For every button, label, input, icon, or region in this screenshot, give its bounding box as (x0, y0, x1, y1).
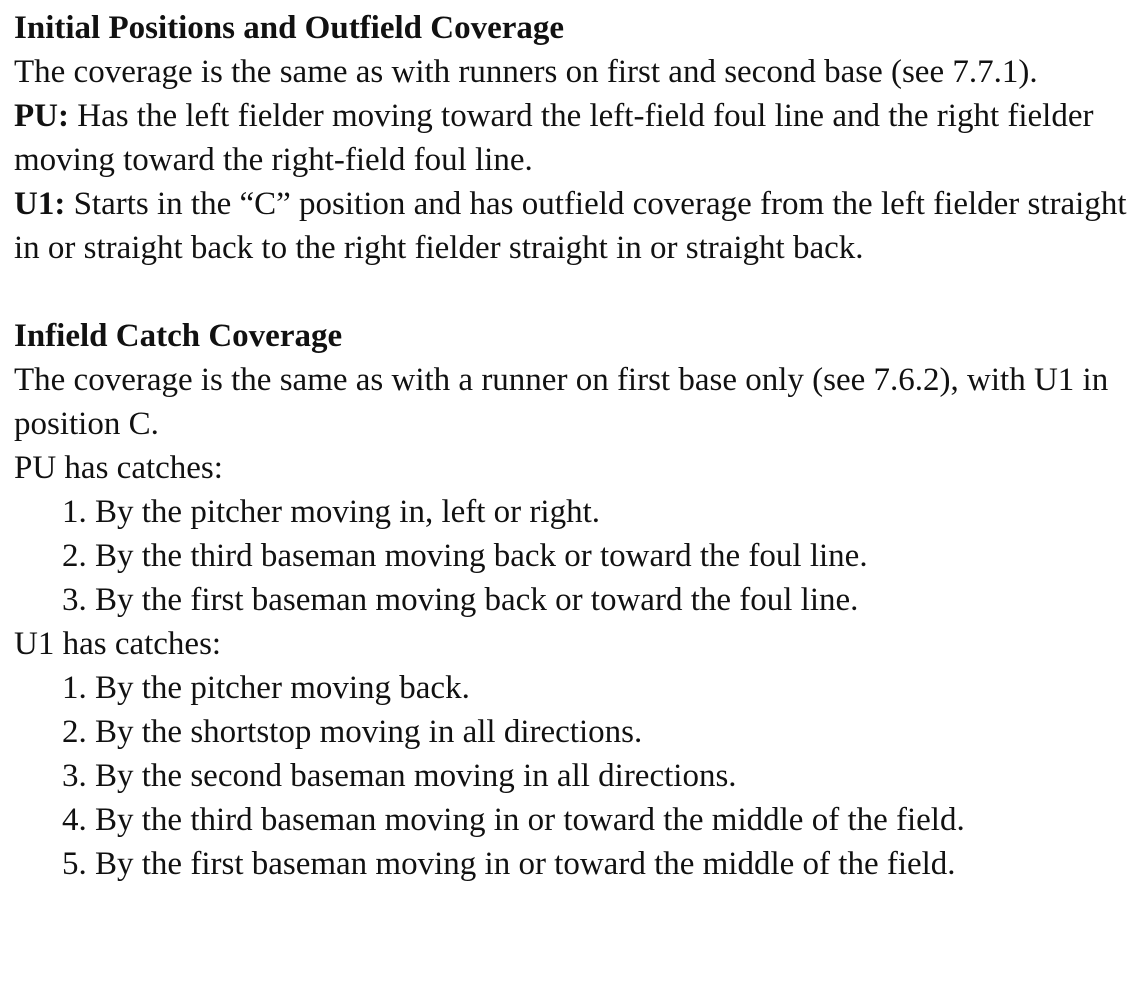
list-item-number: 1. (62, 670, 87, 706)
list-item (62, 798, 1134, 842)
list-item-text: By the second baseman moving in all directions. (86, 758, 737, 794)
list-item-text: By the third baseman moving in or toward the middle of the field. (86, 802, 965, 838)
section-heading-initial-positions: Initial Positions and Outfield Coverage (14, 10, 565, 46)
u1-coverage-text: Starts in the “C” position and has outfield coverage from the left fielder straight in or straight back to the right fielder straight in or straight back. (14, 186, 1127, 266)
section-heading-infield-catch: Infield Catch Coverage (14, 318, 343, 354)
list-item-number: 3. (62, 758, 87, 794)
list-item-number: 1. (62, 494, 87, 530)
list-item-text: By the first baseman moving back or toward the foul line. (86, 582, 859, 618)
document (14, 6, 1134, 886)
list-item-number: 4. (62, 802, 87, 838)
section-spacer (14, 270, 1134, 314)
pu-catches-lead: PU has catches: (14, 450, 223, 486)
u1-catches-list (14, 666, 1134, 886)
list-item (62, 490, 1134, 534)
list-item-text: By the shortstop moving in all directions. (86, 714, 643, 750)
infield-intro-paragraph: The coverage is the same as with a runner on first base only (see 7.6.2), with U1 in position C. (14, 362, 1109, 442)
pu-coverage-text: Has the left fielder moving toward the left-field foul line and the right fielder moving toward the right-field foul line. (14, 98, 1094, 178)
list-item-text: By the pitcher moving back. (86, 670, 470, 706)
u1-catches-lead: U1 has catches: (14, 626, 222, 662)
list-item (62, 666, 1134, 710)
u1-label: U1: (14, 186, 66, 222)
list-item-text: By the first baseman moving in or toward the middle of the field. (86, 846, 956, 882)
list-item (62, 578, 1134, 622)
pu-label: PU: (14, 98, 69, 134)
list-item-text: By the pitcher moving in, left or right. (86, 494, 600, 530)
list-item (62, 842, 1134, 886)
list-item-number: 5. (62, 846, 87, 882)
section-intro-paragraph: The coverage is the same as with runners on first and second base (see 7.7.1). (14, 54, 1038, 90)
list-item (62, 754, 1134, 798)
list-item-number: 3. (62, 582, 87, 618)
list-item-number: 2. (62, 538, 87, 574)
pu-catches-list (14, 490, 1134, 622)
pu-coverage-paragraph (14, 94, 1134, 182)
list-item-number: 2. (62, 714, 87, 750)
u1-coverage-paragraph (14, 182, 1134, 270)
list-item (62, 710, 1134, 754)
list-item (62, 534, 1134, 578)
list-item-text: By the third baseman moving back or toward the foul line. (86, 538, 868, 574)
